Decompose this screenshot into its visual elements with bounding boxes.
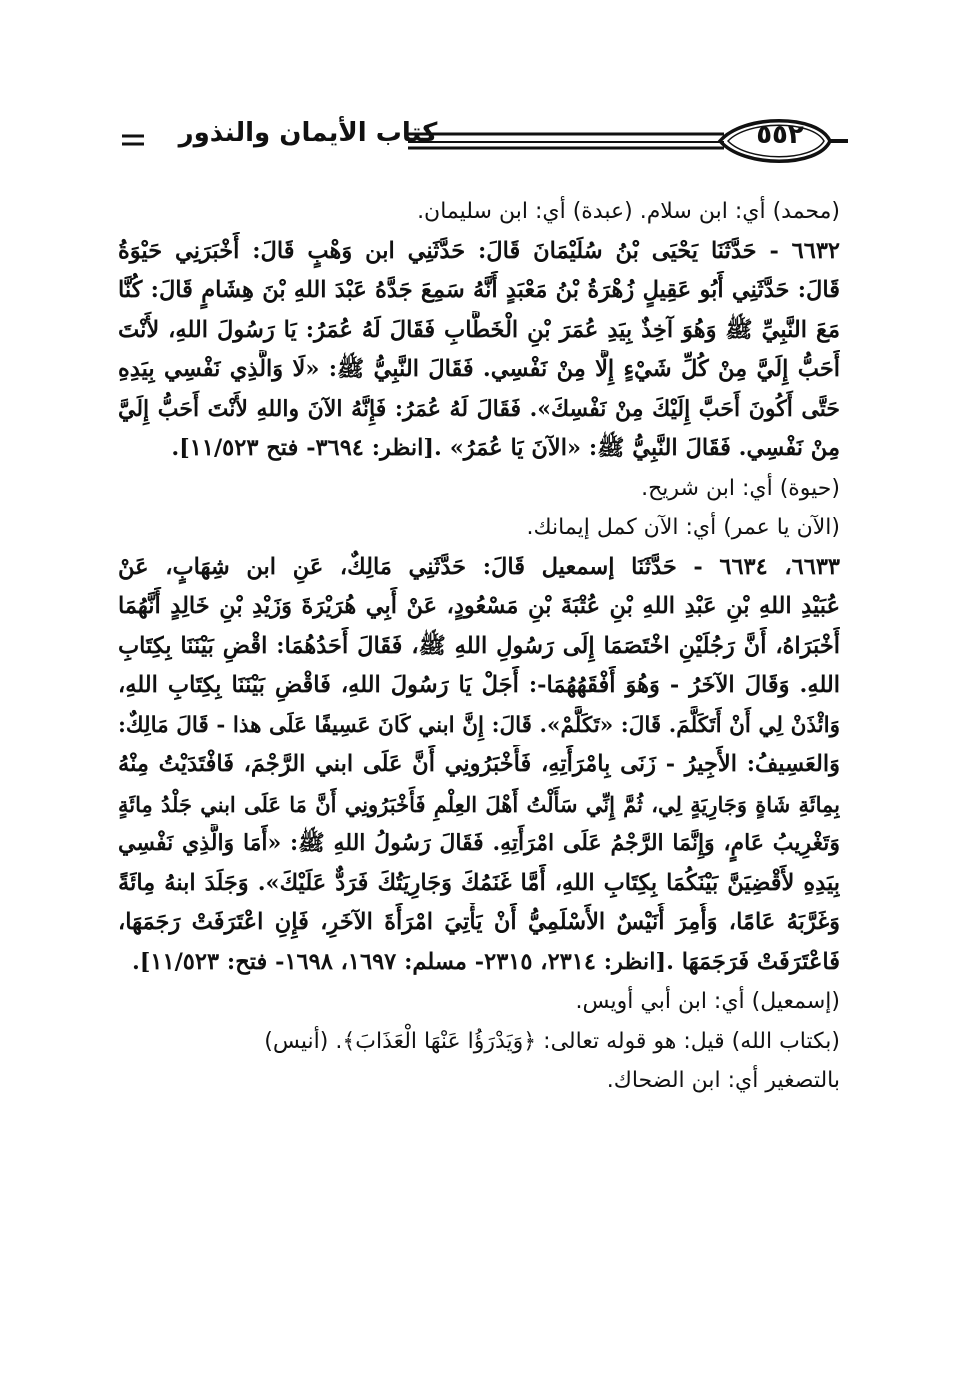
commentary-line: (الآن يا عمر) أي: الآن كمل إيمانك.	[526, 515, 840, 540]
hadith-line: أَخْبَرَاهُ، أَنَّ رَجُلَيْنِ اخْتَصَمَا إِلَى رَسُولِ اللهِ ﷺ، فَقَالَ أَحَدُهُمَا: اقْضِ بَيْنَنَا بِكِتَابِ	[118, 632, 840, 659]
commentary-line: (محمد) أي: ابن سلام. (عبدة) أي: ابن سليمان.	[417, 199, 840, 224]
commentary-line: (حيوة) أي: ابن شريح.	[641, 475, 840, 501]
page-header	[118, 112, 848, 172]
hadith-line: بِيَدِهِ لأَقْضِيَنَّ بَيْنَكُمَا بِكِتَابِ اللهِ، أَمَّا غَنَمُكَ وَجَارِيَتُكَ فَرَدٌّ عَلَيْكَ». وَجَلَدَ ابنهُ مِائَةً	[118, 869, 840, 896]
hadith-line: أَحَبُّ إِلَيَّ مِنْ كُلِّ شَيْءٍ إِلَّا مِنْ نَفْسِي. فَقَالَ النَّبِيُّ ﷺ: «لَا وَالَّذِي نَفْسِي بِيَدِهِ	[118, 356, 840, 382]
hadith-line: وَالعَسِيفُ: الأَجِيرُ - زَنَى بِامْرَأَتِهِ، فَأَخْبَرُونِي أَنَّ عَلَى ابني الرَّجْمَ، فَافْتَدَيْتُ مِنْهُ	[118, 751, 840, 777]
hadith-line: اللهِ. وَقَالَ الآخَرُ - وَهُوَ أَفْقَهُهُمَا-: أَجَلْ يَا رَسُولَ اللهِ، فَاقْضِ بَيْنَنَا بِكِتَابِ اللهِ،	[118, 672, 840, 698]
hadith-line: ٦٦٣٢ - حَدَّثَنَا يَحْيَى بْنُ سُلَيْمَانَ قَالَ: حَدَّثَنِي ابن وَهْبٍ قَالَ: أَخْبَرَنِي حَيْوَةُ	[118, 237, 840, 264]
hadith-line: مِنْ نَفْسِي. فَقَالَ النَّبِيُّ ﷺ: «الآنَ يَا عُمَرُ» .[انظر: ٣٦٩٤- فتح ١١/٥٢٣].	[171, 435, 840, 461]
hadith-line: قَالَ: حَدَّثَنِي أَبُو عَقِيلٍ زُهْرَةُ بْنُ مَعْبَدٍ أَنَّهُ سَمِعَ جَدَّهُ عَبْدَ اللهِ بْنَ هِشَامٍ قَالَ: كُنَّا	[118, 277, 840, 303]
hadith-line: وَغَرَّبَهُ عَامًا، وَأُمِرَ أُنَيْسٌ الأَسْلَمِيُّ أَنْ يَأْتِيَ امْرَأَةَ الآخَرِ، فَإِنِ اعْتَرَفَتْ رَجَمَهَا،	[118, 909, 840, 935]
hadith-line: حَتَّى أَكُونَ أَحَبَّ إِلَيْكَ مِنْ نَفْسِكَ». فَقَالَ لَهُ عُمَرُ: فَإِنَّهُ الآنَ واللهِ لأَنْتَ أَحَبُّ إِلَيَّ	[118, 395, 840, 422]
hadith-line: وَتَغْرِيبُ عَامٍ، وَإِنَّمَا الرَّجْمُ عَلَى امْرَأَتِهِ. فَقَالَ رَسُولُ اللهِ ﷺ: «أَمَا وَالَّذِي نَفْسِي	[118, 830, 840, 856]
commentary-line: بالتصغير أي: ابن الضحاك.	[606, 1068, 840, 1093]
page-number: ٥٥٢	[756, 120, 804, 150]
hadith-line: وَائْذَنْ لِي أَنْ أَتَكَلَّمَ. قَالَ: «تَكَلَّمْ». قَالَ: إِنَّ ابني كَانَ عَسِيفًا عَلَى هذا - قَالَ مَالِكٌ:	[118, 712, 840, 738]
book-title: كتاب الأيمان والنذور	[178, 118, 438, 148]
commentary-line: (إسمعيل) أي: ابن أبي أويس.	[575, 989, 840, 1014]
hadith-line: مَعَ النَّبِيِّ ﷺ وَهُوَ آخِذٌ بِيَدِ عُمَرَ بْنِ الْخَطَّابِ فَقَالَ لَهُ عُمَرُ: يَا رَسُولَ اللهِ، لأَنْتَ	[118, 316, 840, 343]
hadith-line: عُبَيْدِ اللهِ بْنِ عَبْدِ اللهِ بْنِ عُتْبَةَ بْنِ مَسْعُودٍ، عَنْ أَبِي هُرَيْرَةَ وَزَيْدِ بْنِ خَالِدٍ أَنَّهُمَا	[118, 593, 840, 619]
commentary-line: (بكتاب الله) قيل: هو قوله تعالى: ﴿وَيَدْرَؤُا عَنْهَا الْعَذَابَ﴾. (أنيس)	[264, 1028, 840, 1054]
hadith-line: فَاعْتَرَفَتْ فَرَجَمَهَا .[انظر: ٢٣١٤، ٢٣١٥- مسلم: ١٦٩٧، ١٦٩٨- فتح: ١١/٥٢٣].	[131, 948, 840, 975]
hadith-line: ٦٦٣٣، ٦٦٣٤ - حَدَّثَنَا إسمعيل قَالَ: حَدَّثَنِي مَالِكٌ، عَنِ ابن شِهَابٍ، عَنْ	[118, 553, 840, 580]
page-text	[118, 192, 840, 1101]
hadith-line: بِمِائَةِ شَاةٍ وَجَارِيَةٍ لِي، ثُمَّ إِنِّي سَأَلْتُ أَهْلَ العِلْمِ فَأَخْبَرُونِي أَنَّ مَا عَلَى ابني جَلْدُ مِائَةٍ	[118, 791, 840, 817]
